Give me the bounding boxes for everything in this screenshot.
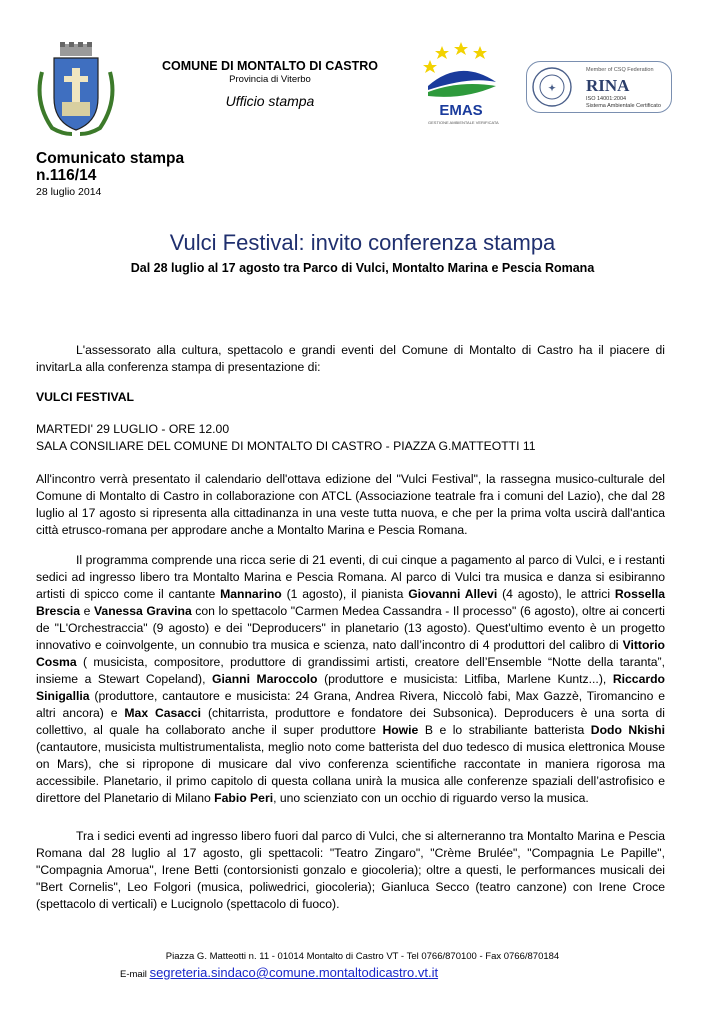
office-label: Ufficio stampa [225, 93, 315, 109]
paragraph-2 [36, 552, 665, 807]
artist-name: Mannarino [220, 587, 282, 601]
festival-name: VULCI FESTIVAL [36, 390, 134, 404]
artist-name: Gianni Maroccolo [212, 672, 318, 686]
artist-name: Dodo Nkishi [590, 723, 665, 737]
paragraph-text-run: Il programma comprende una ricca serie di 21 eventi, di cui cinque a pagamento al parco di Vulci, e i restanti sedici ad ingresso libero tra Montalto Marina e Pescia Romana. Al parco di Vulci tra musica e danza si esibiranno artisti di spicco come il cantante [36, 553, 665, 601]
paragraph-text-run: , uno scienziato con un occhio di riguardo verso la musica. [273, 791, 589, 805]
artist-name: Giovanni Allevi [408, 587, 498, 601]
footer-address: Piazza G. Matteotti n. 11 - 01014 Montalto di Castro VT - Tel 0766/870100 - Fax 0766/870184 [165, 951, 560, 962]
communique-title: Comunicato stampa [36, 150, 185, 167]
artist-name: Vanessa Gravina [93, 604, 192, 618]
artist-name: Fabio Peri [214, 791, 274, 805]
intro-paragraph: L'assessorato alla cultura, spettacolo e grandi eventi del Comune di Montalto di Castro ha il piacere di invitarLa alla conferenza stampa di presentazione di: [36, 343, 665, 374]
paragraph-text-run: (4 agosto), le attrici [497, 587, 615, 601]
email-link[interactable]: segreteria.sindaco@comune.montaltodicastro.vt.it [149, 965, 439, 980]
svg-text:✦: ✦ [548, 83, 556, 93]
communique-date: 28 luglio 2014 [36, 186, 102, 198]
emas-label: EMAS [439, 102, 483, 119]
coat-of-arms-logo [32, 42, 120, 138]
province-label: Provincia di Viterbo [229, 74, 311, 85]
rina-member: Member of CSQ Federation [586, 67, 654, 73]
paragraph-text-run: e [80, 604, 94, 618]
paragraph-text-run: (chitarrista, produttore e fondatore dei Subsonica). Deproducers è una sorta di collettivo, al quale ha collaborato anche il super produttore [36, 706, 665, 737]
paragraph-1: All'incontro verrà presentato il calendario dell'ottava edizione del "Vulci Festival", la rassegna musico-culturale del Comune di Montalto di Castro in collaborazione con ATCL (Associazione teatrale fra i comuni del Lazio), che dal 28 luglio al 17 agosto si ripresenta alla cittadinanza in una veste tutta nuova, e che per la prima volta uscirà dall'antica città etrusco-romana per approdare anche a Montalto Marina e Pescia Romana. [36, 472, 665, 537]
rina-certification-logo [526, 61, 672, 113]
paragraph-text-run: (produttore e musicista: Litfiba, Marlene Kuntz...), [317, 672, 613, 686]
rina-system: Sistema Ambientale Certificato [586, 103, 661, 109]
rina-iso: ISO 14001:2004 [586, 96, 627, 102]
paragraph-text-run: (produttore, cantautore e musicista: 24 Grana, Andrea Rivera, Niccolò fabi, Max Gazzè, Tiromancino e altri ancora) e [36, 689, 665, 720]
footer-email-line [120, 965, 438, 980]
artist-name: Max Casacci [124, 706, 202, 720]
artist-name: Riccardo Sinigallia [36, 672, 665, 703]
paragraph-3: Tra i sedici eventi ad ingresso libero fuori dal parco di Vulci, che si alterneranno tra Montalto Marina e Pescia Romana dal 28 luglio al 17 agosto, gli spettacoli: "Teatro Zingaro", "Crème Brulée", "Compagnia Le Papille", "Compagnia Amorua", Irene Betti (contorsionisti gonzalo e giocoleria); oltre a questi, le performances musicali dei "Bert Cornelis", Leo Folgori (musica, poliwedrici, giocoleria); Gianluca Secco (teatro canzone) con Irene Croce (spettacolo di verticali) e Lucignolo (spettacolo di fuoco). [36, 829, 665, 911]
paragraph-text-run: B e lo strabiliante batterista [418, 723, 591, 737]
page-subtitle: Dal 28 luglio al 17 agosto tra Parco di Vulci, Montalto Marina e Pescia Romana [130, 261, 595, 275]
artist-name: Howie [382, 723, 419, 737]
page-title: Vulci Festival: invito conferenza stampa [169, 230, 556, 255]
paragraph-text-run: (cantautore, musicista multistrumentalista, meglio noto come batterista del duo tedesco di musica elettronica Mouse on Mars), che si ripropone di musicare dal vivo conferenza scientifiche raccontate in maniera rigorosa ma accessibile. Planetario, il primo capitolo di questa collana unirà la musica alle conferenze spaziali dell’astrofisico e direttore del Planetario di Milano [36, 740, 665, 805]
communique-number: n.116/14 [36, 167, 97, 184]
emas-sub: GESTIONE AMBIENTALE VERIFICATA [428, 120, 499, 125]
rina-label: RINA [586, 76, 630, 95]
paragraph-text-run: ( musicista, compositore, produttore di grandissimi artisti, creatore dell’Ensemble “Notte della taranta”, insieme a Stewart Copeland), [36, 655, 665, 686]
artist-name: Vittorio Cosma [36, 638, 665, 669]
paragraph-text-run: (1 agosto), il pianista [281, 587, 409, 601]
event-location: SALA CONSILIARE DEL COMUNE DI MONTALTO DI CASTRO - PIAZZA G.MATTEOTTI 11 [36, 439, 536, 453]
communique-heading [36, 150, 184, 184]
org-title: COMUNE DI MONTALTO DI CASTRO [162, 59, 378, 73]
emas-logo [420, 40, 502, 132]
email-label: E-mail [120, 969, 147, 980]
event-time: MARTEDI' 29 LUGLIO - ORE 12.00 [36, 422, 230, 436]
paragraph-text-run: con lo spettacolo "Carmen Medea Cassandra - Il processo" (6 agosto), oltre ai concerti de "L'Orchestraccia" (9 agosto) e dei "Deproducers" in planetario (13 agosto). Quest'ultimo evento è un progetto innovativo e coinvolgente, un connubio tra musica e scienza, nato dall’incontro di 4 produttori del calibro di [36, 604, 665, 652]
artist-name: Rossella Brescia [36, 587, 665, 618]
